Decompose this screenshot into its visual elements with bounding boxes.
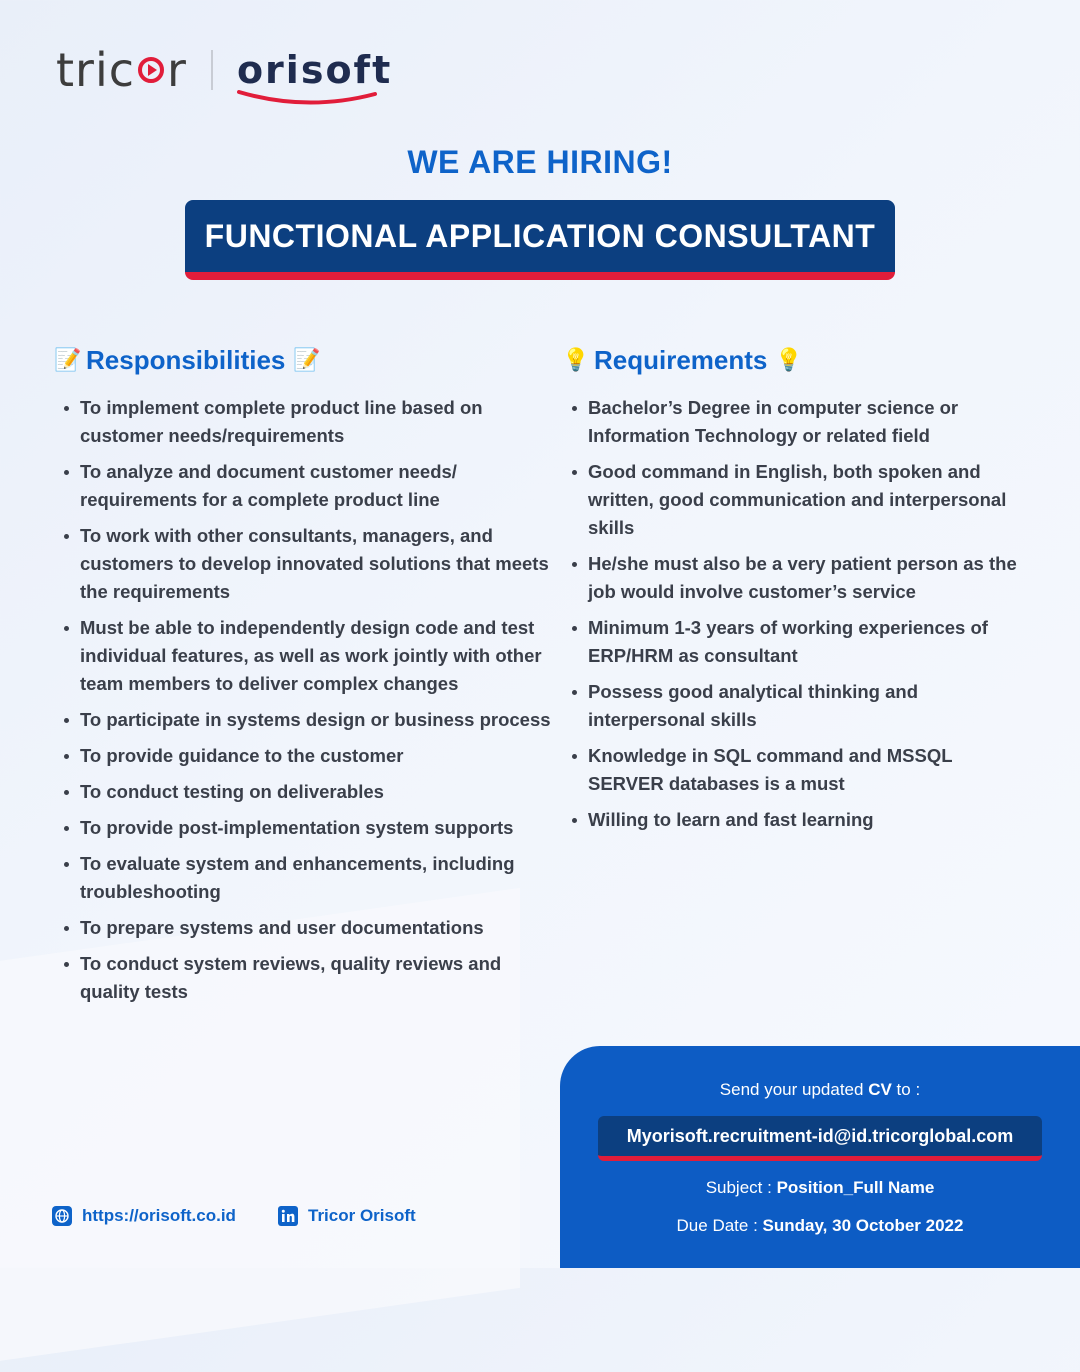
responsibility-item: To analyze and document customer needs/ requirements for a complete product line — [54, 458, 554, 514]
light-bulb-icon: 💡 — [562, 347, 590, 372]
requirement-item: Knowledge in SQL command and MSSQL SERVER databases is a must — [562, 742, 1032, 798]
responsibility-item: To implement complete product line based on customer needs/requirements — [54, 394, 554, 450]
subject-value: Position_Full Name — [776, 1178, 935, 1197]
tricor-play-icon — [136, 55, 166, 85]
requirement-item: Minimum 1-3 years of working experiences of ERP/HRM as consultant — [562, 614, 1032, 670]
requirement-item: He/she must also be a very patient person as the job would involve customer’s service — [562, 550, 1032, 606]
due-value: Sunday, 30 October 2022 — [762, 1216, 964, 1235]
responsibilities-heading — [54, 342, 554, 378]
hiring-headline: WE ARE HIRING! — [407, 144, 673, 180]
responsibilities-section — [54, 342, 554, 1014]
responsibility-item: To provide guidance to the customer — [54, 742, 554, 770]
linkedin-icon — [278, 1206, 298, 1226]
responsibility-item: To work with other consultants, managers, and customers to develop innovated solutions that meets the requirements — [54, 522, 554, 606]
responsibilities-heading-text: Responsibilities — [86, 344, 286, 375]
contact-card — [560, 1046, 1080, 1268]
requirement-item: Bachelor’s Degree in computer science or Information Technology or related field — [562, 394, 1032, 450]
subject-label: Subject : — [705, 1178, 777, 1197]
send-cv: CV — [868, 1080, 892, 1099]
send-cv-instruction — [560, 1080, 1080, 1100]
due-label: Due Date : — [676, 1216, 763, 1235]
website-url[interactable]: https://orisoft.co.id — [82, 1206, 236, 1225]
memo-pencil-icon: 📝 — [293, 347, 321, 372]
tricor-logo: tric r — [56, 43, 187, 97]
requirement-item: Good command in English, both spoken and written, good communication and interpersonal skills — [562, 458, 1032, 542]
responsibility-item: To participate in systems design or business process — [54, 706, 554, 734]
send-prefix: Send your updated — [719, 1080, 869, 1099]
logo-divider — [211, 50, 213, 90]
requirements-heading — [562, 342, 1032, 378]
subject-line — [560, 1178, 1080, 1198]
responsibility-item: To provide post-implementation system supports — [54, 814, 554, 842]
requirements-heading-text: Requirements — [594, 344, 768, 375]
brand-logos — [56, 40, 392, 100]
requirement-item: Willing to learn and fast learning — [562, 806, 1032, 834]
responsibility-item: To evaluate system and enhancements, including troubleshooting — [54, 850, 554, 906]
linkedin-link[interactable] — [278, 1206, 416, 1226]
send-suffix: to : — [891, 1080, 921, 1099]
globe-icon — [52, 1206, 72, 1226]
responsibility-item: To prepare systems and user documentations — [54, 914, 554, 942]
requirements-section — [562, 342, 1032, 842]
email-box[interactable] — [598, 1116, 1042, 1161]
linkedin-name[interactable]: Tricor Orisoft — [308, 1206, 416, 1225]
responsibility-item: To conduct testing on deliverables — [54, 778, 554, 806]
orisoft-swoosh-icon — [237, 88, 377, 108]
responsibility-item: To conduct system reviews, quality reviews and quality tests — [54, 950, 554, 1006]
recruitment-email[interactable]: Myorisoft.recruitment-id@id.tricorglobal.com — [626, 1125, 1014, 1146]
position-title: FUNCTIONAL APPLICATION CONSULTANT — [204, 217, 876, 254]
memo-pencil-icon: 📝 — [54, 347, 82, 372]
light-bulb-icon: 💡 — [775, 347, 803, 372]
orisoft-logo: orisoft — [237, 48, 392, 92]
responsibility-item: Must be able to independently design code and test individual features, as well as work jointly with other team members to deliver complex changes — [54, 614, 554, 698]
responsibilities-list — [54, 394, 554, 1006]
requirements-list — [562, 394, 1032, 834]
website-link[interactable] — [52, 1206, 236, 1226]
position-title-banner — [185, 200, 895, 280]
due-date-line — [560, 1216, 1080, 1236]
requirement-item: Possess good analytical thinking and interpersonal skills — [562, 678, 1032, 734]
